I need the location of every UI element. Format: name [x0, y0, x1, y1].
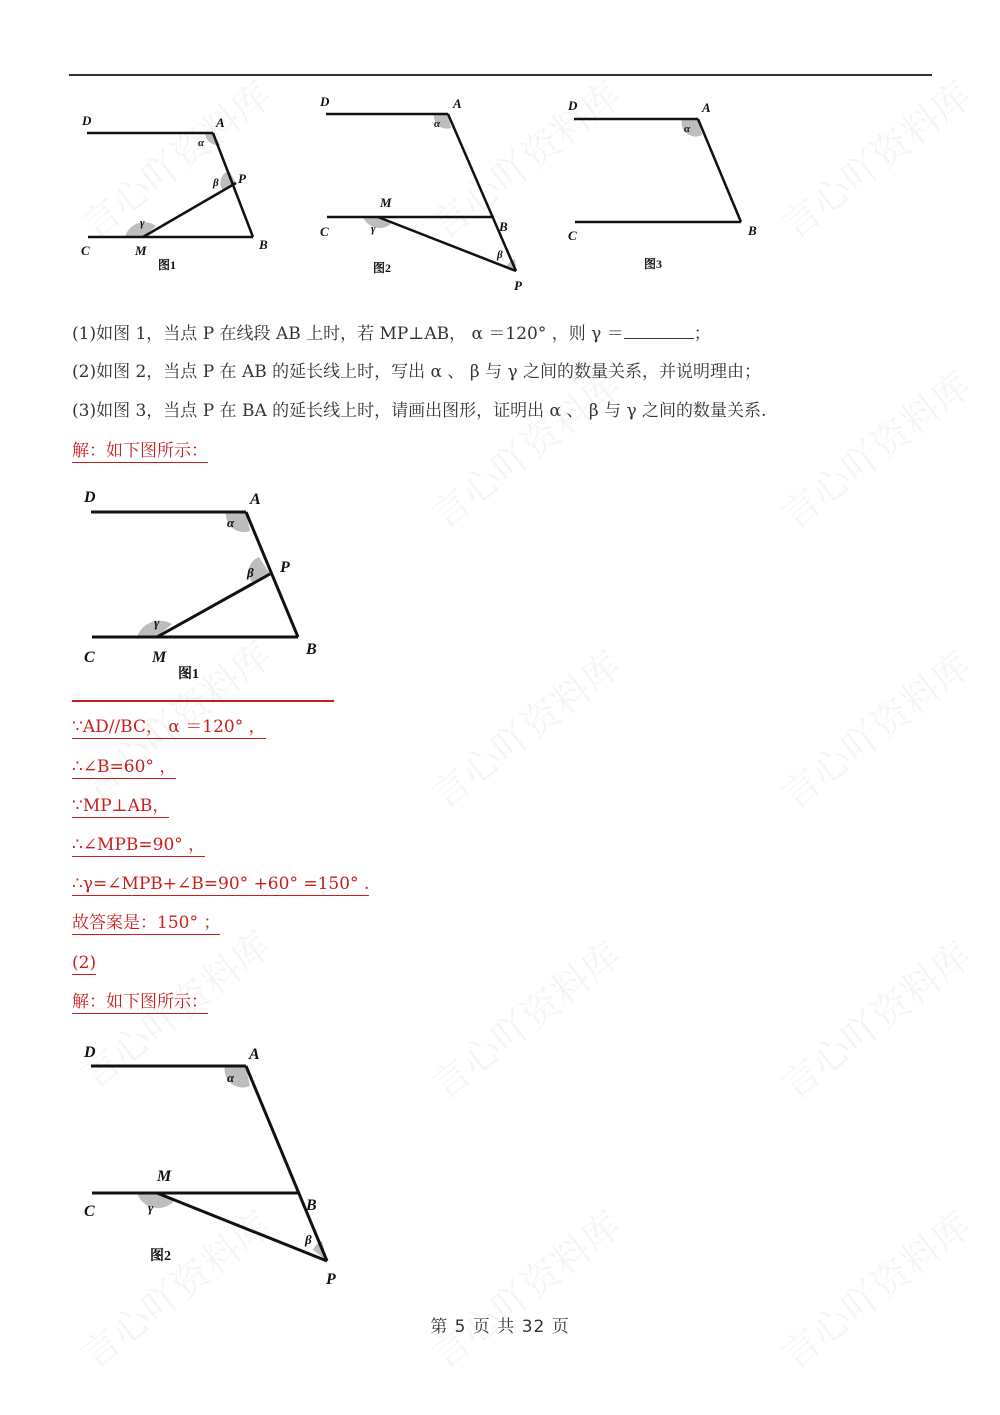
svg-text:D: D [84, 489, 96, 506]
svg-text:C: C [320, 224, 329, 239]
svg-text:P: P [326, 1271, 336, 1288]
svg-text:α: α [198, 137, 205, 149]
solution-step-5: ∴γ=∠MPB+∠B=90° +60° =150° . [72, 874, 370, 894]
svg-text:B: B [499, 219, 508, 234]
question-2: (2)如图 2，当点 P 在 AB 的延长线上时，写出 α 、 β 与 γ 之间的数量关系，并说明理由； [72, 362, 762, 382]
question-1-end: ； [693, 324, 711, 344]
svg-text:M: M [152, 649, 167, 666]
svg-text:B: B [306, 641, 317, 658]
svg-text:图1: 图1 [158, 258, 177, 272]
solution-step-2: ∴∠B=60° ， [72, 757, 177, 777]
svg-text:A: A [249, 1046, 260, 1063]
svg-text:C: C [84, 649, 95, 666]
svg-text:A: A [453, 96, 462, 111]
svg-text:β: β [247, 565, 254, 580]
svg-text:γ: γ [154, 615, 160, 630]
svg-text:B: B [259, 237, 268, 252]
svg-text:γ: γ [371, 223, 376, 235]
solution-intro-2: 解：如下图所示： [72, 992, 208, 1012]
svg-text:β: β [305, 1232, 312, 1247]
svg-text:α: α [227, 1070, 235, 1085]
solution-intro-1: 解：如下图所示： [72, 441, 208, 461]
svg-text:B: B [306, 1197, 317, 1214]
svg-text:A: A [216, 115, 225, 130]
svg-text:α: α [434, 118, 441, 130]
solution-answer: 故答案是：150° ； [72, 913, 221, 933]
svg-text:C: C [84, 1203, 95, 1220]
svg-text:α: α [227, 515, 235, 530]
svg-text:B: B [748, 223, 757, 238]
svg-text:图2: 图2 [373, 261, 392, 275]
svg-text:D: D [84, 1044, 96, 1061]
svg-text:C: C [81, 243, 90, 258]
svg-text:γ: γ [140, 217, 145, 229]
svg-text:β: β [213, 177, 219, 189]
svg-text:图1: 图1 [178, 667, 199, 682]
svg-text:图3: 图3 [644, 257, 663, 271]
solution-step-4: ∴∠MPB=90° ， [72, 835, 206, 855]
svg-text:M: M [135, 243, 147, 258]
solution-step-3: ∵MP⊥AB， [72, 796, 170, 816]
page-footer: 第 5 页 共 32 页 [430, 1317, 570, 1337]
svg-text:γ: γ [148, 1200, 154, 1215]
question-3: (3)如图 3，当点 P 在 BA 的延长线上时，请画出图形，证明出 α 、 β 与 γ 之间的数量关系. [72, 401, 767, 421]
question-1-text: (1)如图 1，当点 P 在线段 AB 上时，若 MP⊥AB， α ＝120° ，则 γ ＝ [72, 324, 624, 344]
svg-text:D: D [82, 113, 92, 128]
svg-text:图2: 图2 [150, 1249, 171, 1264]
svg-text:β: β [497, 249, 503, 261]
svg-text:D: D [320, 94, 330, 109]
svg-text:M: M [157, 1168, 172, 1185]
svg-text:A: A [250, 491, 261, 508]
part-2-label: (2) [72, 953, 97, 973]
solution-step-1: ∵AD//BC， α ＝120° ， [72, 717, 266, 737]
svg-text:P: P [280, 559, 290, 576]
svg-text:α: α [684, 123, 691, 135]
svg-text:D: D [568, 98, 578, 113]
svg-text:P: P [514, 278, 522, 293]
svg-text:P: P [238, 171, 246, 186]
svg-text:C: C [568, 228, 577, 243]
svg-text:M: M [380, 195, 392, 210]
svg-text:A: A [702, 100, 711, 115]
